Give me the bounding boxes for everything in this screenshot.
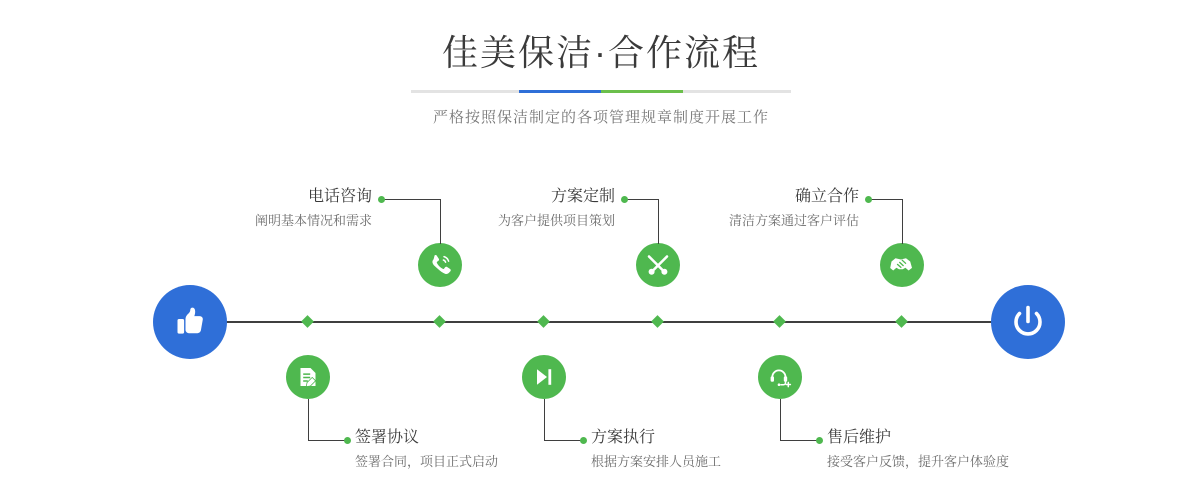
connector-dot-4 [580, 437, 587, 444]
connector-6-horizontal [780, 440, 818, 441]
step-node-2[interactable] [286, 355, 330, 399]
step-label-1 [80, 186, 372, 231]
connector-2-horizontal [308, 440, 346, 441]
step-desc-5: 清洁方案通过客户评估 [728, 213, 859, 228]
step-title-1: 电话咨询 [307, 188, 372, 205]
step-node-4[interactable] [522, 355, 566, 399]
connector-4-vertical [544, 399, 545, 440]
step-desc-2: 签署合同，项目正式启动 [355, 454, 499, 469]
document-edit-icon [296, 365, 320, 389]
end-endcap [991, 285, 1065, 359]
connector-dot-5 [865, 196, 872, 203]
step-node-5[interactable] [880, 243, 924, 287]
start-endcap [153, 285, 227, 359]
divider-blue-segment [519, 90, 601, 93]
axis-marker-2 [301, 315, 314, 328]
axis-marker-5 [895, 315, 908, 328]
connector-2-vertical [308, 399, 309, 440]
step-desc-3: 为客户提供项目策划 [497, 213, 615, 228]
phone-call-icon [427, 252, 453, 278]
title-divider [411, 90, 791, 93]
connector-dot-2 [344, 437, 351, 444]
step-title-6: 售后维护 [827, 429, 892, 446]
axis-marker-4 [537, 315, 550, 328]
step-desc-6: 接受客户反馈，提升客户体验度 [827, 454, 1010, 469]
step-title-3: 方案定制 [550, 188, 615, 205]
step-desc-4: 根据方案安排人员施工 [591, 454, 722, 469]
connector-5-horizontal [869, 199, 902, 200]
plan-tools-icon [645, 252, 671, 278]
connector-6-vertical [780, 399, 781, 440]
thumbs-up-icon [170, 302, 210, 342]
step-node-3[interactable] [636, 243, 680, 287]
step-desc-1: 阐明基本情况和需求 [254, 213, 372, 228]
step-label-5 [570, 186, 859, 231]
customer-service-icon [768, 365, 792, 389]
axis-marker-6 [773, 315, 786, 328]
page-subtitle: 严格按照保洁制定的各项管理规章制度开展工作 [432, 109, 769, 126]
step-node-6[interactable] [758, 355, 802, 399]
step-label-6 [827, 427, 1157, 472]
step-title-2: 签署协议 [355, 429, 420, 446]
step-title-5: 确立合作 [794, 188, 859, 205]
power-icon [1007, 301, 1049, 343]
page-title: 佳美保洁·合作流程 [442, 32, 760, 73]
connector-dot-6 [816, 437, 823, 444]
divider-green-segment [601, 90, 683, 93]
handshake-icon [889, 252, 915, 278]
step-node-1[interactable] [418, 243, 462, 287]
header [0, 30, 1202, 127]
connector-4-horizontal [544, 440, 582, 441]
axis-marker-1 [433, 315, 446, 328]
connector-5-vertical [902, 199, 903, 244]
axis-marker-3 [651, 315, 664, 328]
step-title-4: 方案执行 [591, 429, 656, 446]
play-forward-icon [532, 365, 556, 389]
